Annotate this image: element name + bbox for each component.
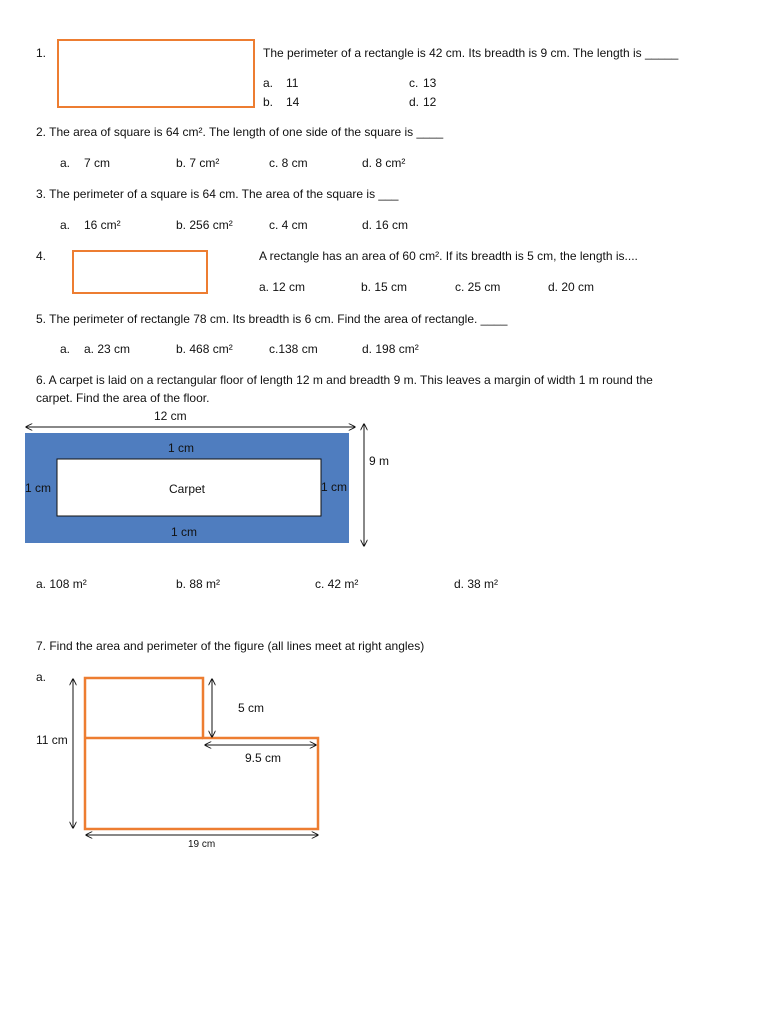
q4-text: A rectangle has an area of 60 cm². If its breadth is 5 cm, the length is.... <box>259 249 638 263</box>
q5-option-b: b. 468 cm² <box>176 342 233 356</box>
q6-option-a: a. 108 m² <box>36 577 87 591</box>
q7-height-label: 11 cm <box>36 733 68 747</box>
q6-option-b: b. 88 m² <box>176 577 221 591</box>
q4-option-b: b. 15 cm <box>361 280 408 294</box>
q6-margin-bottom-label: 1 cm <box>171 525 198 539</box>
q7-step-width-label: 9.5 cm <box>245 751 282 765</box>
q7-part-a: a. <box>36 670 47 684</box>
q5-text: 5. The perimeter of rectangle 78 cm. Its breadth is 6 cm. Find the area of rectangle. ____ <box>36 312 508 326</box>
q4-number: 4. <box>36 249 47 263</box>
q6-margin-right-label: 1 cm <box>321 480 348 494</box>
q6-option-d: d. 38 m² <box>454 577 499 591</box>
q2-text: 2. The area of square is 64 cm². The length of one side of the square is ____ <box>36 125 444 139</box>
q1-option-c-value: 13 <box>423 76 437 90</box>
q4-option-d: d. 20 cm <box>548 280 595 294</box>
q7-step-height-label: 5 cm <box>238 701 265 715</box>
q1-option-c: c. <box>409 76 419 90</box>
q3-option-d: d. 16 cm <box>362 218 409 232</box>
q1-number: 1. <box>36 46 47 60</box>
q1-option-d: d. <box>409 95 420 109</box>
q3-text: 3. The perimeter of a square is 64 cm. The area of the square is ___ <box>36 187 399 201</box>
q5-option-a: a. 23 cm <box>84 342 131 356</box>
q1-option-b-value: 14 <box>286 95 300 109</box>
q2-option-d: d. 8 cm² <box>362 156 406 170</box>
q7-shape-outline <box>85 678 318 829</box>
q5-option-d: d. 198 cm² <box>362 342 419 356</box>
q2-option-a-letter: a. <box>60 156 71 170</box>
q6-margin-left-label: 1 cm <box>25 481 52 495</box>
q6-height-label: 9 m <box>369 454 390 468</box>
q2-option-c: c. 8 cm <box>269 156 308 170</box>
q1-option-a-value: 11 <box>286 76 299 90</box>
q6-carpet-label: Carpet <box>169 482 206 496</box>
q5-option-c: c.138 cm <box>269 342 318 356</box>
q5-option-a-letter: a. <box>60 342 71 356</box>
q1-option-d-value: 12 <box>423 95 437 109</box>
q1-text: The perimeter of a rectangle is 42 cm. Its breadth is 9 cm. The length is _____ <box>263 46 679 60</box>
q6-length-label: 12 cm <box>154 409 187 423</box>
q3-option-a-letter: a. <box>60 218 71 232</box>
q4-option-a: a. 12 cm <box>259 280 306 294</box>
q3-option-b: b. 256 cm² <box>176 218 233 232</box>
q2-option-b: b. 7 cm² <box>176 156 220 170</box>
q6-option-c: c. 42 m² <box>315 577 359 591</box>
q1-option-a-letter: a. <box>263 76 274 90</box>
q6-text-line1: 6. A carpet is laid on a rectangular floor of length 12 m and breadth 9 m. This leaves a margin of width 1 m round the <box>36 373 653 387</box>
q4-option-c: c. 25 cm <box>455 280 501 294</box>
q1-option-b-letter: b. <box>263 95 274 109</box>
q2-option-a: 7 cm <box>84 156 111 170</box>
q6-text-line2: carpet. Find the area of the floor. <box>36 391 210 405</box>
q3-option-a: 16 cm² <box>84 218 121 232</box>
q3-option-c: c. 4 cm <box>269 218 308 232</box>
q7-base-label: 19 cm <box>188 839 216 850</box>
q6-margin-top-label: 1 cm <box>168 441 195 455</box>
q7-text: 7. Find the area and perimeter of the figure (all lines meet at right angles) <box>36 639 425 653</box>
